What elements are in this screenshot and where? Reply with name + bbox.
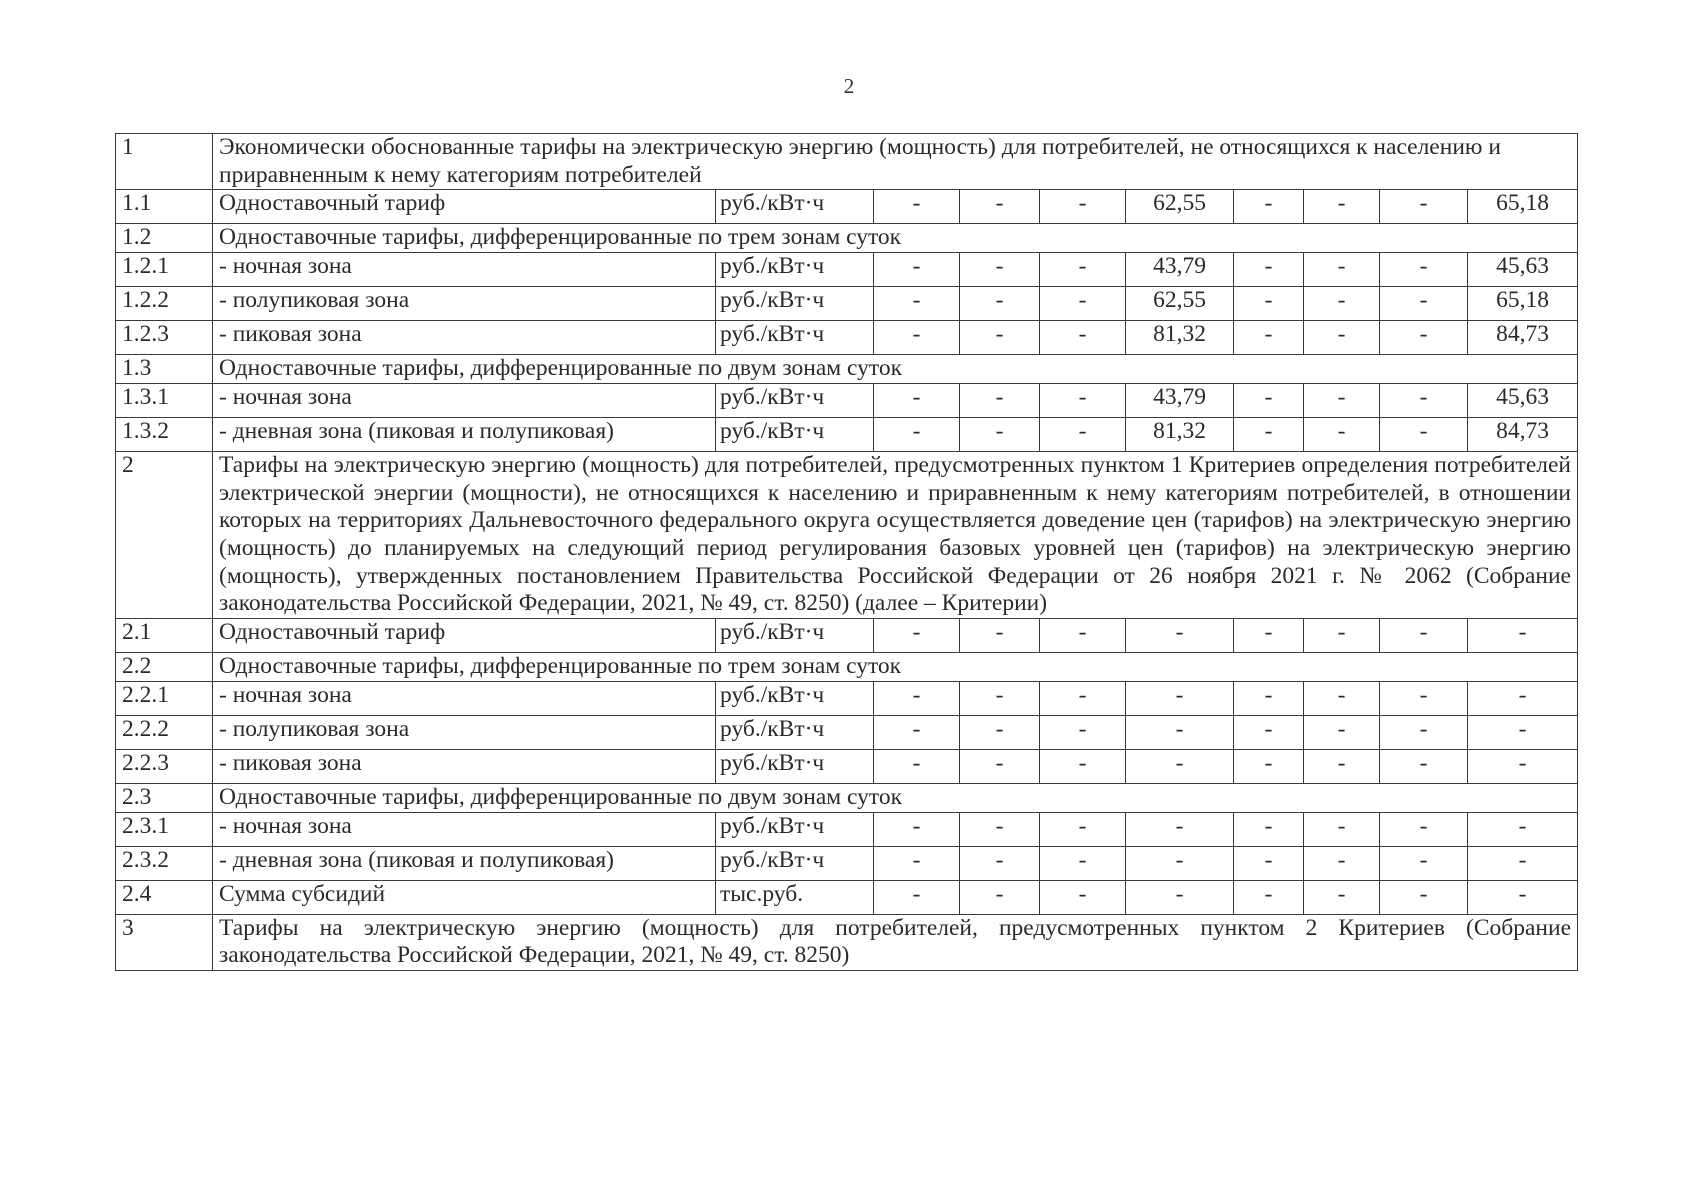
- row-number: 1.3.2: [116, 417, 213, 451]
- value-cell: -: [1304, 880, 1380, 914]
- value-cell: -: [1126, 681, 1234, 715]
- value-cell: -: [874, 846, 960, 880]
- value-cell: -: [874, 190, 960, 224]
- unit-cell: руб./кВт·ч: [716, 681, 874, 715]
- value-cell: -: [1380, 287, 1468, 321]
- row-number: 2.3.1: [116, 812, 213, 846]
- value-cell: -: [1040, 417, 1126, 451]
- value-cell: -: [1234, 880, 1304, 914]
- value-cell: -: [1380, 190, 1468, 224]
- row-label: Одноставочный тариф: [213, 619, 716, 653]
- unit-cell: руб./кВт·ч: [716, 812, 874, 846]
- value-cell: 45,63: [1468, 253, 1578, 287]
- value-cell: -: [1380, 383, 1468, 417]
- table-row: [116, 287, 1578, 321]
- value-cell: -: [1304, 253, 1380, 287]
- value-cell: -: [1234, 749, 1304, 783]
- value-cell: 62,55: [1126, 190, 1234, 224]
- value-cell: -: [1040, 287, 1126, 321]
- value-cell: -: [1468, 812, 1578, 846]
- row-number: 1: [116, 134, 213, 190]
- unit-cell: руб./кВт·ч: [716, 190, 874, 224]
- value-cell: -: [1304, 619, 1380, 653]
- value-cell: -: [1304, 287, 1380, 321]
- value-cell: -: [1468, 846, 1578, 880]
- row-number: 3: [116, 914, 213, 970]
- row-number: 1.3.1: [116, 383, 213, 417]
- value-cell: -: [1304, 383, 1380, 417]
- value-cell: -: [874, 812, 960, 846]
- section-heading: Одноставочные тарифы, дифференцированные по трем зонам суток: [213, 653, 1578, 682]
- value-cell: -: [1234, 190, 1304, 224]
- value-cell: -: [1380, 253, 1468, 287]
- unit-cell: руб./кВт·ч: [716, 383, 874, 417]
- value-cell: 65,18: [1468, 287, 1578, 321]
- row-label: Одноставочный тариф: [213, 190, 716, 224]
- value-cell: -: [1126, 715, 1234, 749]
- section-heading: Тарифы на электрическую энергию (мощность) для потребителей, предусмотренных пунктом 1 Критериев определения потребителей электрической энергии (мощности), не относящихся к населению и приравненным к нему категориям потребителей, в отношении которых на территориях Дальневосточного федерального округа осуществляется доведение цен (тарифов) на электрическую энергию (мощность) до планируемых на следующий период регулирования базовых уровней цен (тарифов) на электрическую энергию (мощность), утвержденных постановлением Правительства Российской Федерации от 26 ноября 2021 г. № 2062 (Собрание законодательства Российской Федерации, 2021, № 49, ст. 8250) (далее – Критерии): [213, 451, 1578, 618]
- unit-cell: руб./кВт·ч: [716, 846, 874, 880]
- value-cell: -: [1304, 846, 1380, 880]
- unit-cell: руб./кВт·ч: [716, 715, 874, 749]
- row-number: 2.4: [116, 880, 213, 914]
- row-number: 1.2.1: [116, 253, 213, 287]
- section-row: [116, 914, 1578, 970]
- page-number: 2: [843, 74, 855, 98]
- value-cell: -: [1380, 417, 1468, 451]
- value-cell: -: [1040, 749, 1126, 783]
- row-label: - пиковая зона: [213, 749, 716, 783]
- value-cell: -: [1040, 253, 1126, 287]
- table-row: [116, 681, 1578, 715]
- table-row: [116, 321, 1578, 355]
- value-cell: -: [874, 287, 960, 321]
- value-cell: -: [1304, 749, 1380, 783]
- value-cell: -: [1304, 812, 1380, 846]
- value-cell: -: [1234, 619, 1304, 653]
- value-cell: -: [874, 715, 960, 749]
- section-row: [116, 451, 1578, 618]
- value-cell: -: [874, 749, 960, 783]
- value-cell: -: [1126, 880, 1234, 914]
- row-number: 2.2.1: [116, 681, 213, 715]
- value-cell: -: [1040, 846, 1126, 880]
- row-number: 1.3: [116, 355, 213, 384]
- value-cell: -: [960, 383, 1040, 417]
- value-cell: -: [1468, 880, 1578, 914]
- section-row: [116, 653, 1578, 682]
- value-cell: -: [1234, 287, 1304, 321]
- value-cell: -: [874, 383, 960, 417]
- value-cell: 81,32: [1126, 417, 1234, 451]
- value-cell: -: [960, 715, 1040, 749]
- value-cell: -: [1126, 812, 1234, 846]
- value-cell: -: [960, 321, 1040, 355]
- value-cell: 84,73: [1468, 417, 1578, 451]
- value-cell: 62,55: [1126, 287, 1234, 321]
- value-cell: -: [1234, 253, 1304, 287]
- row-number: 2.2: [116, 653, 213, 682]
- value-cell: -: [1234, 321, 1304, 355]
- table-row: [116, 417, 1578, 451]
- value-cell: -: [1468, 619, 1578, 653]
- value-cell: -: [1380, 715, 1468, 749]
- value-cell: -: [1380, 749, 1468, 783]
- value-cell: 45,63: [1468, 383, 1578, 417]
- value-cell: -: [1040, 619, 1126, 653]
- value-cell: -: [874, 619, 960, 653]
- value-cell: -: [1304, 715, 1380, 749]
- value-cell: -: [960, 846, 1040, 880]
- value-cell: -: [1380, 321, 1468, 355]
- value-cell: -: [1040, 681, 1126, 715]
- value-cell: 65,18: [1468, 190, 1578, 224]
- value-cell: -: [874, 417, 960, 451]
- value-cell: -: [1126, 749, 1234, 783]
- value-cell: -: [1126, 619, 1234, 653]
- value-cell: -: [1234, 383, 1304, 417]
- value-cell: -: [960, 287, 1040, 321]
- row-number: 2.2.3: [116, 749, 213, 783]
- row-label: - пиковая зона: [213, 321, 716, 355]
- row-label: - ночная зона: [213, 812, 716, 846]
- value-cell: -: [960, 253, 1040, 287]
- row-number: 1.1: [116, 190, 213, 224]
- value-cell: -: [1380, 681, 1468, 715]
- section-row: [116, 355, 1578, 384]
- table-row: [116, 190, 1578, 224]
- row-number: 2.2.2: [116, 715, 213, 749]
- value-cell: 84,73: [1468, 321, 1578, 355]
- value-cell: -: [1380, 619, 1468, 653]
- section-row: [116, 224, 1578, 253]
- unit-cell: тыс.руб.: [716, 880, 874, 914]
- row-number: 1.2.3: [116, 321, 213, 355]
- row-label: Сумма субсидий: [213, 880, 716, 914]
- row-number: 2.3: [116, 783, 213, 812]
- row-label: - полупиковая зона: [213, 287, 716, 321]
- row-number: 2.3.2: [116, 846, 213, 880]
- value-cell: -: [1040, 715, 1126, 749]
- value-cell: -: [1040, 190, 1126, 224]
- unit-cell: руб./кВт·ч: [716, 619, 874, 653]
- row-number: 1.2: [116, 224, 213, 253]
- value-cell: -: [960, 681, 1040, 715]
- section-heading: Одноставочные тарифы, дифференцированные по двум зонам суток: [213, 355, 1578, 384]
- value-cell: 43,79: [1126, 383, 1234, 417]
- value-cell: -: [960, 749, 1040, 783]
- value-cell: -: [1468, 749, 1578, 783]
- value-cell: -: [1126, 846, 1234, 880]
- row-number: 2.1: [116, 619, 213, 653]
- section-heading: Одноставочные тарифы, дифференцированные по двум зонам суток: [213, 783, 1578, 812]
- row-number: 2: [116, 451, 213, 618]
- value-cell: -: [1234, 715, 1304, 749]
- section-row: [116, 783, 1578, 812]
- value-cell: -: [1304, 190, 1380, 224]
- table-row: [116, 715, 1578, 749]
- table-body: [116, 134, 1578, 971]
- value-cell: 81,32: [1126, 321, 1234, 355]
- table-row: [116, 812, 1578, 846]
- value-cell: -: [1234, 417, 1304, 451]
- section-heading: Тарифы на электрическую энергию (мощность) для потребителей, предусмотренных пунктом 2 Критериев (Собрание законодательства Российской Федерации, 2021, № 49, ст. 8250): [213, 914, 1578, 970]
- value-cell: -: [874, 681, 960, 715]
- table-row: [116, 880, 1578, 914]
- section-heading: Одноставочные тарифы, дифференцированные по трем зонам суток: [213, 224, 1578, 253]
- unit-cell: руб./кВт·ч: [716, 321, 874, 355]
- row-label: - полупиковая зона: [213, 715, 716, 749]
- value-cell: -: [960, 812, 1040, 846]
- value-cell: -: [1234, 681, 1304, 715]
- table-row: [116, 253, 1578, 287]
- value-cell: -: [1040, 812, 1126, 846]
- value-cell: -: [1304, 321, 1380, 355]
- table-row: [116, 846, 1578, 880]
- value-cell: 43,79: [1126, 253, 1234, 287]
- value-cell: -: [1304, 681, 1380, 715]
- value-cell: -: [1304, 417, 1380, 451]
- table-row: [116, 383, 1578, 417]
- value-cell: -: [960, 417, 1040, 451]
- row-number: 1.2.2: [116, 287, 213, 321]
- value-cell: -: [1380, 846, 1468, 880]
- row-label: - дневная зона (пиковая и полупиковая): [213, 846, 716, 880]
- value-cell: -: [960, 880, 1040, 914]
- unit-cell: руб./кВт·ч: [716, 749, 874, 783]
- row-label: - дневная зона (пиковая и полупиковая): [213, 417, 716, 451]
- unit-cell: руб./кВт·ч: [716, 287, 874, 321]
- value-cell: -: [1234, 846, 1304, 880]
- row-label: - ночная зона: [213, 383, 716, 417]
- value-cell: -: [1380, 812, 1468, 846]
- row-label: - ночная зона: [213, 681, 716, 715]
- unit-cell: руб./кВт·ч: [716, 417, 874, 451]
- table-row: [116, 749, 1578, 783]
- value-cell: -: [874, 253, 960, 287]
- value-cell: -: [1468, 715, 1578, 749]
- value-cell: -: [1468, 681, 1578, 715]
- section-row: [116, 134, 1578, 190]
- value-cell: -: [960, 190, 1040, 224]
- value-cell: -: [1040, 880, 1126, 914]
- value-cell: -: [874, 880, 960, 914]
- table-row: [116, 619, 1578, 653]
- unit-cell: руб./кВт·ч: [716, 253, 874, 287]
- value-cell: -: [1040, 383, 1126, 417]
- value-cell: -: [874, 321, 960, 355]
- value-cell: -: [1234, 812, 1304, 846]
- section-heading: Экономически обоснованные тарифы на электрическую энергию (мощность) для потребителей, не относящихся к населению и приравненным к нему категориям потребителей: [213, 134, 1578, 190]
- value-cell: -: [1380, 880, 1468, 914]
- tariff-table: [115, 133, 1578, 971]
- value-cell: -: [1040, 321, 1126, 355]
- value-cell: -: [960, 619, 1040, 653]
- row-label: - ночная зона: [213, 253, 716, 287]
